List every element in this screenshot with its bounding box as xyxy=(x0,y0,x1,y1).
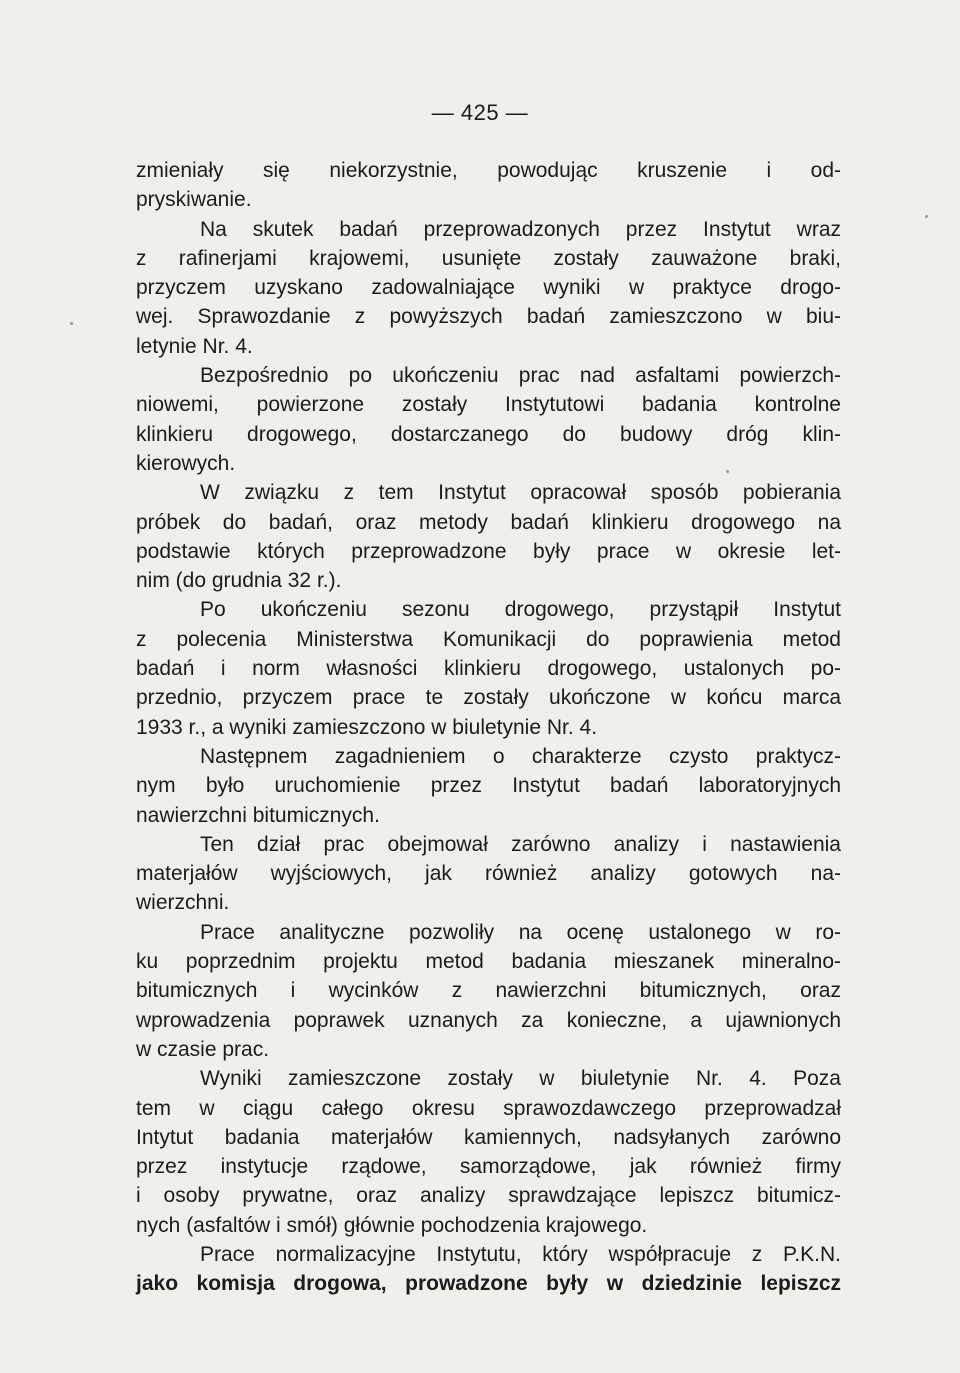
scan-speck xyxy=(70,322,73,325)
text-line: pryskiwanie. xyxy=(136,188,252,212)
scan-speck xyxy=(925,215,928,218)
text-line: z polecenia Ministerstwa Komunikacji do poprawienia metod xyxy=(136,627,841,651)
text-line: materjałów wyjściowych, jak również analizy gotowych na- xyxy=(136,862,841,886)
text-line: Na skutek badań przeprowadzonych przez Instytut wraz xyxy=(200,217,841,241)
text-line: przez instytucje rządowe, samorządowe, jak również firmy xyxy=(136,1155,841,1179)
text-line: nym było uruchomienie przez Instytut badań laboratoryjnych xyxy=(136,774,841,798)
text-line: kierowych. xyxy=(136,451,236,475)
text-line: nawierzchni bitumicznych. xyxy=(136,803,380,827)
text-line: Ten dział prac obejmował zarówno analizy i nastawienia xyxy=(200,832,841,856)
text-line: tem w ciągu całego okresu sprawozdawczego przeprowadzał xyxy=(136,1096,841,1120)
text-line: nim (do grudnia 32 r.). xyxy=(136,569,342,593)
text-line: wierzchni. xyxy=(136,891,230,915)
text-line: Prace normalizacyjne Instytutu, który współpracuje z P.K.N. xyxy=(200,1242,841,1266)
text-line: letynie Nr. 4. xyxy=(136,334,253,358)
text-line: przednio, przyczem prace te zostały ukończone w końcu marca xyxy=(136,686,841,710)
text-line: wprowadzenia poprawek uznanych za konieczne, a ujawnionych xyxy=(136,1008,841,1032)
text-line: Bezpośrednio po ukończeniu prac nad asfaltami powierzch- xyxy=(200,364,841,388)
text-line: wej. Sprawozdanie z powyższych badań zamieszczono w biu- xyxy=(136,305,841,329)
text-line: próbek do badań, oraz metody badań klinkieru drogowego na xyxy=(136,510,841,534)
text-line: Po ukończeniu sezonu drogowego, przystąpił Instytut xyxy=(200,598,841,622)
text-line: bitumicznych i wycinków z nawierzchni bitumicznych, oraz xyxy=(136,979,841,1003)
page-number: — 425 — xyxy=(431,100,529,125)
text-line: nych (asfaltów i smół) głównie pochodzenia krajowego. xyxy=(136,1213,648,1237)
text-line: Wyniki zamieszczone zostały w biuletynie Nr. 4. Poza xyxy=(200,1067,841,1091)
text-line: Intytut badania materjałów kamiennych, nadsyłanych zarówno xyxy=(136,1125,841,1149)
text-line: Prace analityczne pozwoliły na ocenę ustalonego w ro- xyxy=(200,920,841,944)
text-line: Następnem zagadnieniem o charakterze czysto praktycz- xyxy=(200,744,841,768)
text-line: z rafinerjami krajowemi, usunięte zostały zauważone braki, xyxy=(136,246,841,270)
text-line: jako komisja drogowa, prowadzone były w dziedzinie lepiszcz xyxy=(136,1272,841,1296)
text-line: 1933 r., a wyniki zamieszczono w biuletynie Nr. 4. xyxy=(136,715,598,739)
text-line: klinkieru drogowego, dostarczanego do budowy dróg klin- xyxy=(136,422,841,446)
text-line: podstawie których przeprowadzone były prace w okresie let- xyxy=(136,539,841,563)
text-line: ku poprzednim projektu metod badania mieszanek mineralno- xyxy=(136,950,841,974)
text-line: i osoby prywatne, oraz analizy sprawdzające lepiszcz bitumicz- xyxy=(136,1184,841,1208)
text-line: w czasie prac. xyxy=(136,1037,270,1061)
text-line: niowemi, powierzone zostały Instytutowi badania kontrolne xyxy=(136,393,841,417)
text-line: przyczem uzyskano zadowalniające wyniki w praktyce drogo- xyxy=(136,276,841,300)
text-line: W związku z tem Instytut opracował sposób pobierania xyxy=(200,481,841,505)
text-line: zmieniały się niekorzystnie, powodując kruszenie i od- xyxy=(136,159,841,182)
text-line: badań i norm własności klinkieru drogowego, ustalonych po- xyxy=(136,657,841,681)
scan-speck xyxy=(726,470,729,473)
body-text xyxy=(136,156,841,1299)
